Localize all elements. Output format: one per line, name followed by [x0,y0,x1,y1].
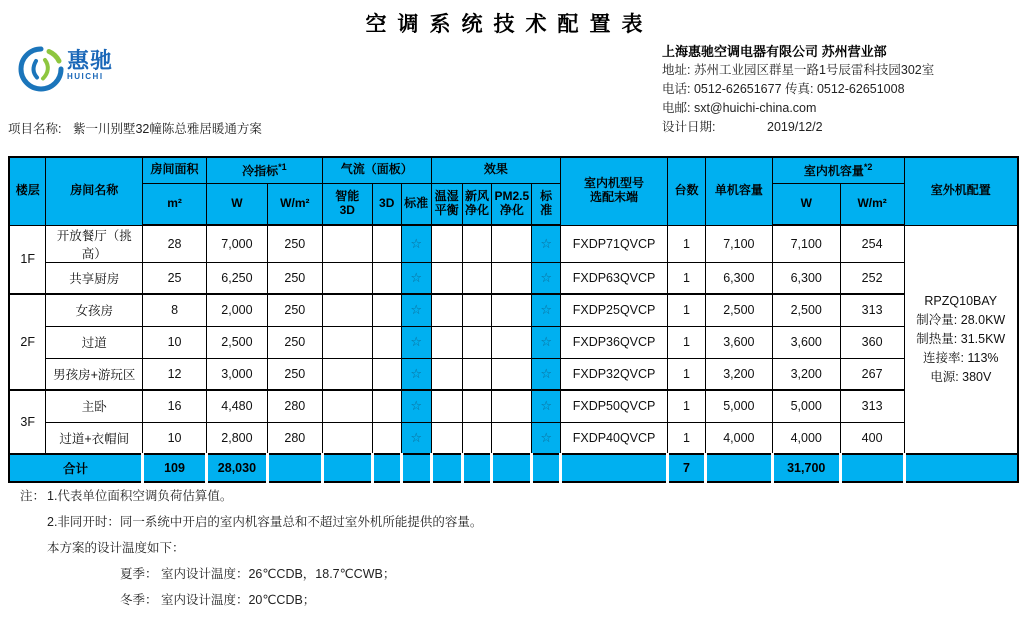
note-summer-text: 夏季： 室内设计温度：26℃CDB，18.7℃CWB； [120,567,396,581]
effect-standard-star: ☆ [532,262,561,294]
empty-total-cell [401,454,431,482]
empty-cell [372,262,401,294]
indoor-w-per-cell: 254 [840,225,904,262]
units-cell: 1 [668,326,706,358]
header-area-unit: m² [143,183,207,225]
effect-standard-star: ☆ [532,225,561,262]
empty-cell [431,326,462,358]
cooling-w-cell: 2,000 [206,294,267,326]
indoor-w-per-cell: 400 [840,422,904,454]
config-table [8,156,1019,483]
indoor-w-cell: 4,000 [772,422,840,454]
header-effect-group: 效果 [431,157,561,183]
cooling-w-cell: 7,000 [206,225,267,262]
company-email: 电邮: sxt@huichi-china.com [662,101,817,115]
empty-total-cell [904,454,1018,482]
company-address: 地址: 苏州工业园区群星一路1号辰雷科技园302室 [662,63,935,77]
total-units-cell: 7 [668,454,706,482]
outdoor-cooling: 制冷量: 28.0KW [916,312,1006,327]
outdoor-connection-rate: 连接率: 113% [923,350,999,365]
empty-cell [492,390,532,422]
page-title: 空调系统技术配置表 [365,13,654,36]
empty-cell [431,422,462,454]
units-cell: 1 [668,225,706,262]
total-label-cell: 合计 [9,454,143,482]
empty-cell [492,294,532,326]
empty-cell [322,326,372,358]
logo-chinese-name: 惠驰 [67,48,114,73]
cooling-w-per-cell: 280 [267,390,322,422]
indoor-w-cell: 3,200 [772,358,840,390]
indoor-model-cell: FXDP40QVCP [561,422,668,454]
indoor-w-cell: 7,100 [772,225,840,262]
header-cold-index-group [206,157,322,183]
header-indoor-w: W [772,183,840,225]
notes-block [20,488,482,618]
design-date-label: 设计日期: [662,120,716,134]
units-cell: 1 [668,262,706,294]
empty-cell [462,326,492,358]
note-winter-text: 冬季： 室内设计温度：20℃CDB； [120,593,316,607]
unit-capacity-cell: 6,300 [705,262,772,294]
note-line-2 [47,514,482,530]
empty-cell [462,422,492,454]
cooling-w-per-cell: 250 [267,262,322,294]
room-name-cell: 男孩房+游玩区 [46,358,143,390]
empty-cell [492,326,532,358]
empty-total-cell [372,454,401,482]
empty-cell [372,390,401,422]
room-name-cell: 过道 [46,326,143,358]
area-cell: 28 [143,225,207,262]
empty-cell [462,358,492,390]
indoor-w-cell: 6,300 [772,262,840,294]
airflow-standard-star: ☆ [401,225,431,262]
header-smart-3d [322,183,372,225]
indoor-model-cell: FXDP32QVCP [561,358,668,390]
indoor-model-cell: FXDP36QVCP [561,326,668,358]
header-3d: 3D [372,183,401,225]
note-2-text: 2.非同开时：同一系统中开启的室内机容量总和不超过室外机所能提供的容量。 [47,515,483,529]
empty-total-cell [322,454,372,482]
indoor-model-line1: 室内机型号 [584,176,645,191]
unit-capacity-cell: 3,200 [705,358,772,390]
area-cell: 10 [143,422,207,454]
company-info-block [662,42,934,137]
empty-total-cell [705,454,772,482]
indoor-model-cell: FXDP63QVCP [561,262,668,294]
logo-text [67,50,113,81]
empty-total-cell [840,454,904,482]
cooling-w-cell: 4,480 [206,390,267,422]
empty-cell [462,262,492,294]
airflow-standard-star: ☆ [401,294,431,326]
total-w-cell: 28,030 [206,454,267,482]
empty-total-cell [492,454,532,482]
outdoor-power: 电源: 380V [930,369,992,384]
empty-cell [431,358,462,390]
header-humidity-balance: 温湿平衡 [431,183,462,225]
empty-cell [322,262,372,294]
empty-cell [322,225,372,262]
empty-cell [431,294,462,326]
cold-index-footnote-mark: *1 [278,161,287,172]
unit-capacity-cell: 5,000 [705,390,772,422]
indoor-w-per-cell: 313 [840,294,904,326]
indoor-model-line2: 选配末端 [590,190,639,205]
indoor-w-cell: 3,600 [772,326,840,358]
units-cell: 1 [668,294,706,326]
logo-english-name: HUICHI [67,72,104,81]
total-area-cell: 109 [143,454,207,482]
floor-cell: 2F [9,294,46,390]
airflow-standard-star: ☆ [401,326,431,358]
indoor-w-per-cell: 267 [840,358,904,390]
header-indoor-capacity-group [772,157,904,183]
header-w: W [206,183,267,225]
indoor-w-cell: 5,000 [772,390,840,422]
note-1-text: 1.代表单位面积空调负荷估算值。 [47,489,233,503]
company-logo [18,46,113,97]
airflow-standard-star: ☆ [401,422,431,454]
header-effect-standard: 标准 [532,183,561,225]
indoor-capacity-label: 室内机容量 [803,163,864,178]
smart-3d-label: 智能3D [335,188,360,217]
empty-cell [492,262,532,294]
indoor-model-cell: FXDP25QVCP [561,294,668,326]
area-cell: 12 [143,358,207,390]
header-indoor-w-per-m2: W/m² [840,183,904,225]
effect-standard-star: ☆ [532,422,561,454]
header-units-count: 台数 [668,157,706,225]
empty-total-cell [532,454,561,482]
company-phone-fax: 电话: 0512-62651677 传真: 0512-62651008 [662,82,905,96]
indoor-model-cell: FXDP50QVCP [561,390,668,422]
design-date-value: 2019/12/2 [767,120,823,134]
area-cell: 8 [143,294,207,326]
outdoor-heating: 制热量: 31.5KW [916,331,1006,346]
cooling-w-cell: 3,000 [206,358,267,390]
header-floor: 楼层 [9,157,46,225]
empty-cell [372,225,401,262]
cooling-w-per-cell: 280 [267,422,322,454]
note-summer [120,566,482,582]
cooling-w-per-cell: 250 [267,326,322,358]
empty-total-cell [267,454,322,482]
empty-cell [372,326,401,358]
room-name-cell: 开放餐厅（挑高） [46,225,143,262]
room-name-cell: 共享厨房 [46,262,143,294]
airflow-standard-star: ☆ [401,262,431,294]
note-line-1 [20,488,482,504]
empty-cell [372,294,401,326]
project-name-label: 项目名称: [8,122,62,136]
header-area-group: 房间面积 [143,157,207,183]
cooling-w-per-cell: 250 [267,358,322,390]
room-name-cell: 主卧 [46,390,143,422]
effect-standard-star: ☆ [532,358,561,390]
unit-capacity-cell: 2,500 [705,294,772,326]
units-cell: 1 [668,358,706,390]
unit-capacity-cell: 3,600 [705,326,772,358]
floor-cell: 1F [9,225,46,294]
header-room: 房间名称 [46,157,143,225]
effect-standard-star: ☆ [532,326,561,358]
empty-cell [431,390,462,422]
company-name: 上海惠驰空调电器有限公司 苏州营业部 [662,44,887,59]
empty-cell [322,358,372,390]
cooling-w-per-cell: 250 [267,225,322,262]
empty-cell [372,358,401,390]
note-label: 注： [20,489,46,503]
header-pm25: PM2.5净化 [492,183,532,225]
indoor-model-cell: FXDP71QVCP [561,225,668,262]
indoor-w-per-cell: 360 [840,326,904,358]
room-name-cell: 过道+衣帽间 [46,422,143,454]
effect-standard-star: ☆ [532,294,561,326]
header-indoor-model [561,157,668,225]
indoor-w-per-cell: 252 [840,262,904,294]
header-w-per-m2: W/m² [267,183,322,225]
empty-cell [431,262,462,294]
outdoor-unit-config-cell [904,225,1018,454]
empty-total-cell [462,454,492,482]
empty-cell [492,225,532,262]
airflow-standard-star: ☆ [401,390,431,422]
cooling-w-cell: 2,500 [206,326,267,358]
note-3-text: 本方案的设计温度如下： [47,541,185,555]
huichi-logo-icon [18,46,64,97]
note-line-3 [47,540,482,556]
empty-total-cell [561,454,668,482]
total-indoor-w-cell: 31,700 [772,454,840,482]
airflow-standard-star: ☆ [401,358,431,390]
empty-cell [492,358,532,390]
units-cell: 1 [668,390,706,422]
indoor-capacity-footnote-mark: *2 [863,161,873,172]
design-date-row [662,118,934,137]
project-name-row [8,119,262,137]
unit-capacity-cell: 4,000 [705,422,772,454]
header-outdoor-config: 室外机配置 [904,157,1018,225]
empty-cell [372,422,401,454]
outdoor-model: RPZQ10BAY [924,293,998,308]
empty-cell [322,294,372,326]
empty-cell [322,422,372,454]
empty-total-cell [431,454,462,482]
units-cell: 1 [668,422,706,454]
cooling-w-cell: 6,250 [206,262,267,294]
empty-cell [462,390,492,422]
unit-capacity-cell: 7,100 [705,225,772,262]
empty-cell [462,294,492,326]
empty-cell [462,225,492,262]
empty-cell [431,225,462,262]
project-name-value: 紫一川别墅32幢陈总雅居暖通方案 [72,122,262,136]
effect-standard-star: ☆ [532,390,561,422]
header-fresh-air: 新风净化 [462,183,492,225]
area-cell: 16 [143,390,207,422]
note-winter [120,592,482,608]
room-name-cell: 女孩房 [46,294,143,326]
cold-index-label: 冷指标 [242,163,279,178]
indoor-w-cell: 2,500 [772,294,840,326]
empty-cell [492,422,532,454]
cooling-w-per-cell: 250 [267,294,322,326]
header-unit-capacity: 单机容量 [705,157,772,225]
indoor-w-per-cell: 313 [840,390,904,422]
area-cell: 10 [143,326,207,358]
floor-cell: 3F [9,390,46,454]
area-cell: 25 [143,262,207,294]
empty-cell [322,390,372,422]
header-airflow-group: 气流（面板） [322,157,431,183]
header-airflow-standard: 标准 [401,183,431,225]
cooling-w-cell: 2,800 [206,422,267,454]
